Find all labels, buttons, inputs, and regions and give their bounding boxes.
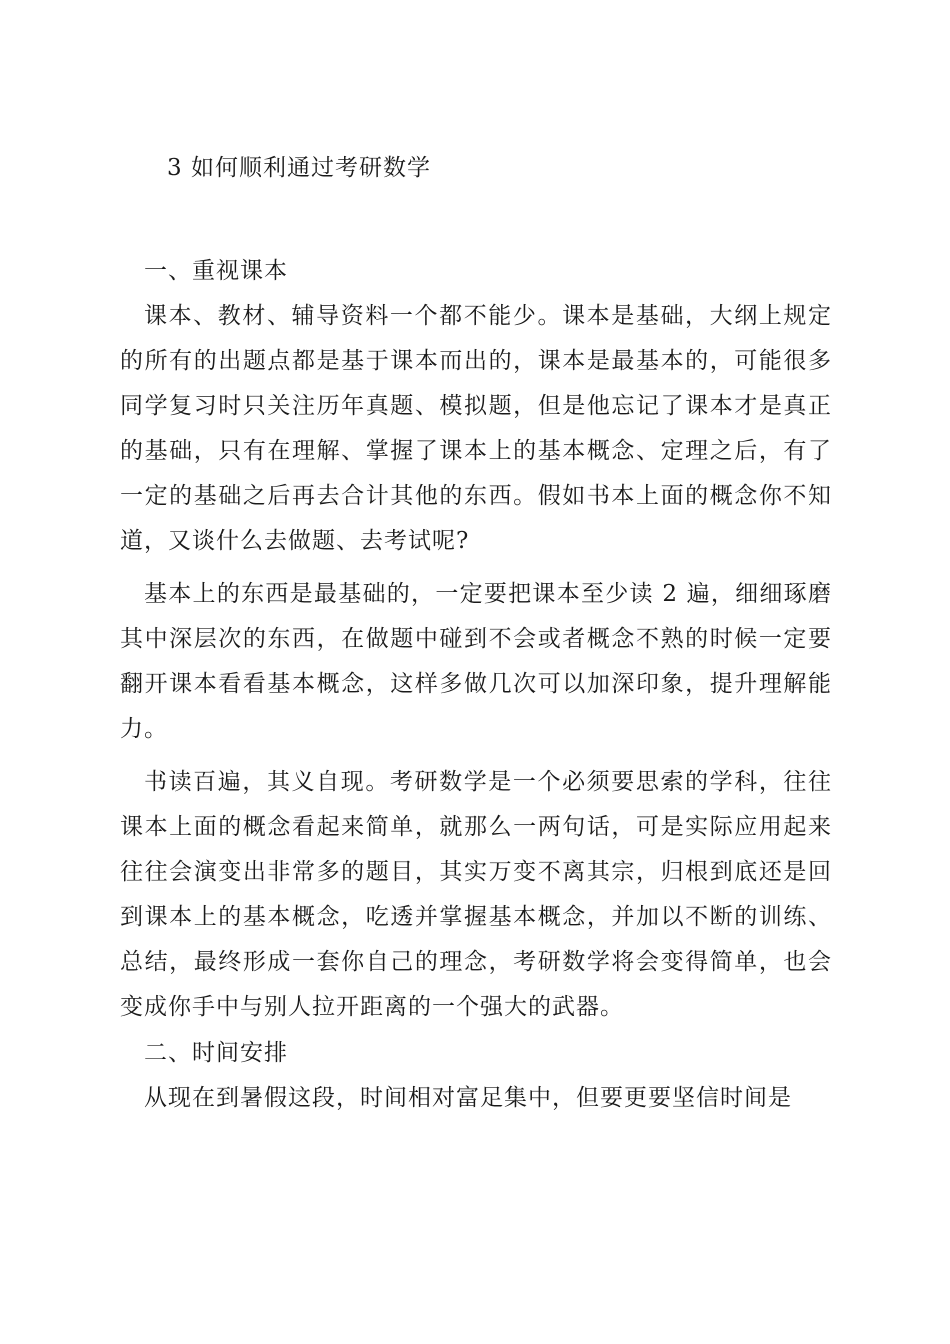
paragraph-4: 从现在到暑假这段，时间相对富足集中，但要更要坚信时间是 (144, 1085, 792, 1111)
document-title: 3 如何顺利通过考研数学 (167, 155, 431, 181)
paragraph-3: 书读百遍，其义自现。考研数学是一个必须要思索的学科，往往课本上面的概念看起来简单，就那么一两句话，可是实际应用起来往往会演变出非常多的题目，其实万变不离其宗，归根到底还是回到课本上的基本概念，吃透并掌握基本概念，并加以不断的训练、总结，最终形成一套你自己的理念，考研数学将会变得简单，也会变成你手中与别人拉开距离的一个强大的武器。 (120, 769, 832, 1020)
paragraph-1: 课本、教材、辅导资料一个都不能少。课本是基础，大纲上规定的所有的出题点都是基于课本而出的，课本是最基本的，可能很多同学复习时只关注历年真题、模拟题，但是他忘记了课本才是真正的基础，只有在理解、掌握了课本上的基本概念、定理之后，有了一定的基础之后再去合计其他的东西。假如书本上面的概念你不知道，又谈什么去做题、去考试呢? (120, 303, 832, 554)
paragraph-2: 基本上的东西是最基础的，一定要把课本至少读 2 遍，细细琢磨其中深层次的东西，在做题中碰到不会或者概念不熟的时候一定要翻开课本看看基本概念，这样多做几次可以加深印象，提升理解能力。 (120, 581, 832, 742)
section-heading-2: 二、时间安排 (144, 1040, 288, 1066)
section-heading-1: 一、重视课本 (144, 258, 288, 284)
document-body (120, 248, 832, 1121)
